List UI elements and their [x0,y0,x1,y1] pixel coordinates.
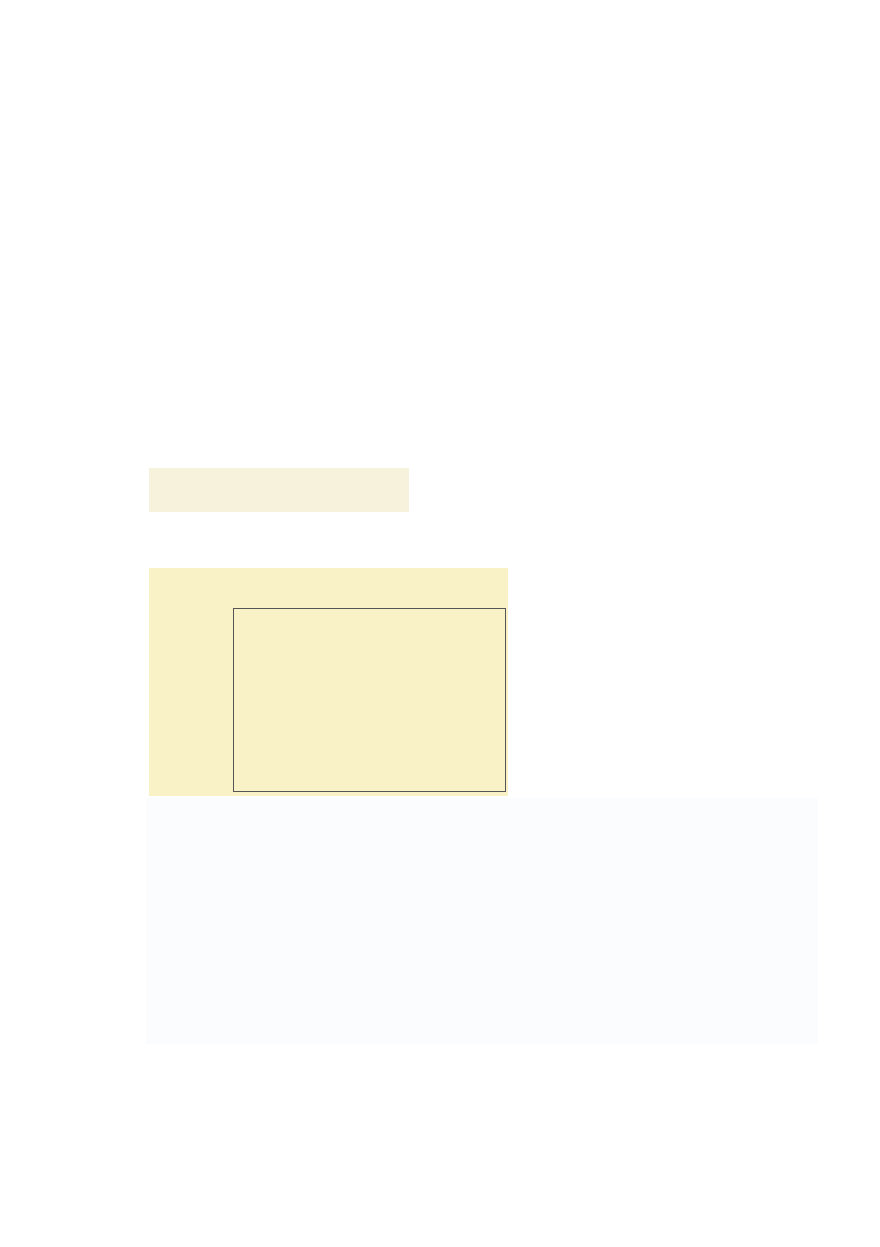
scan-background [146,798,818,1044]
outcome-table [233,608,506,792]
two-dice-grid-figure [149,568,508,796]
die-sample-space-figure [149,468,409,512]
